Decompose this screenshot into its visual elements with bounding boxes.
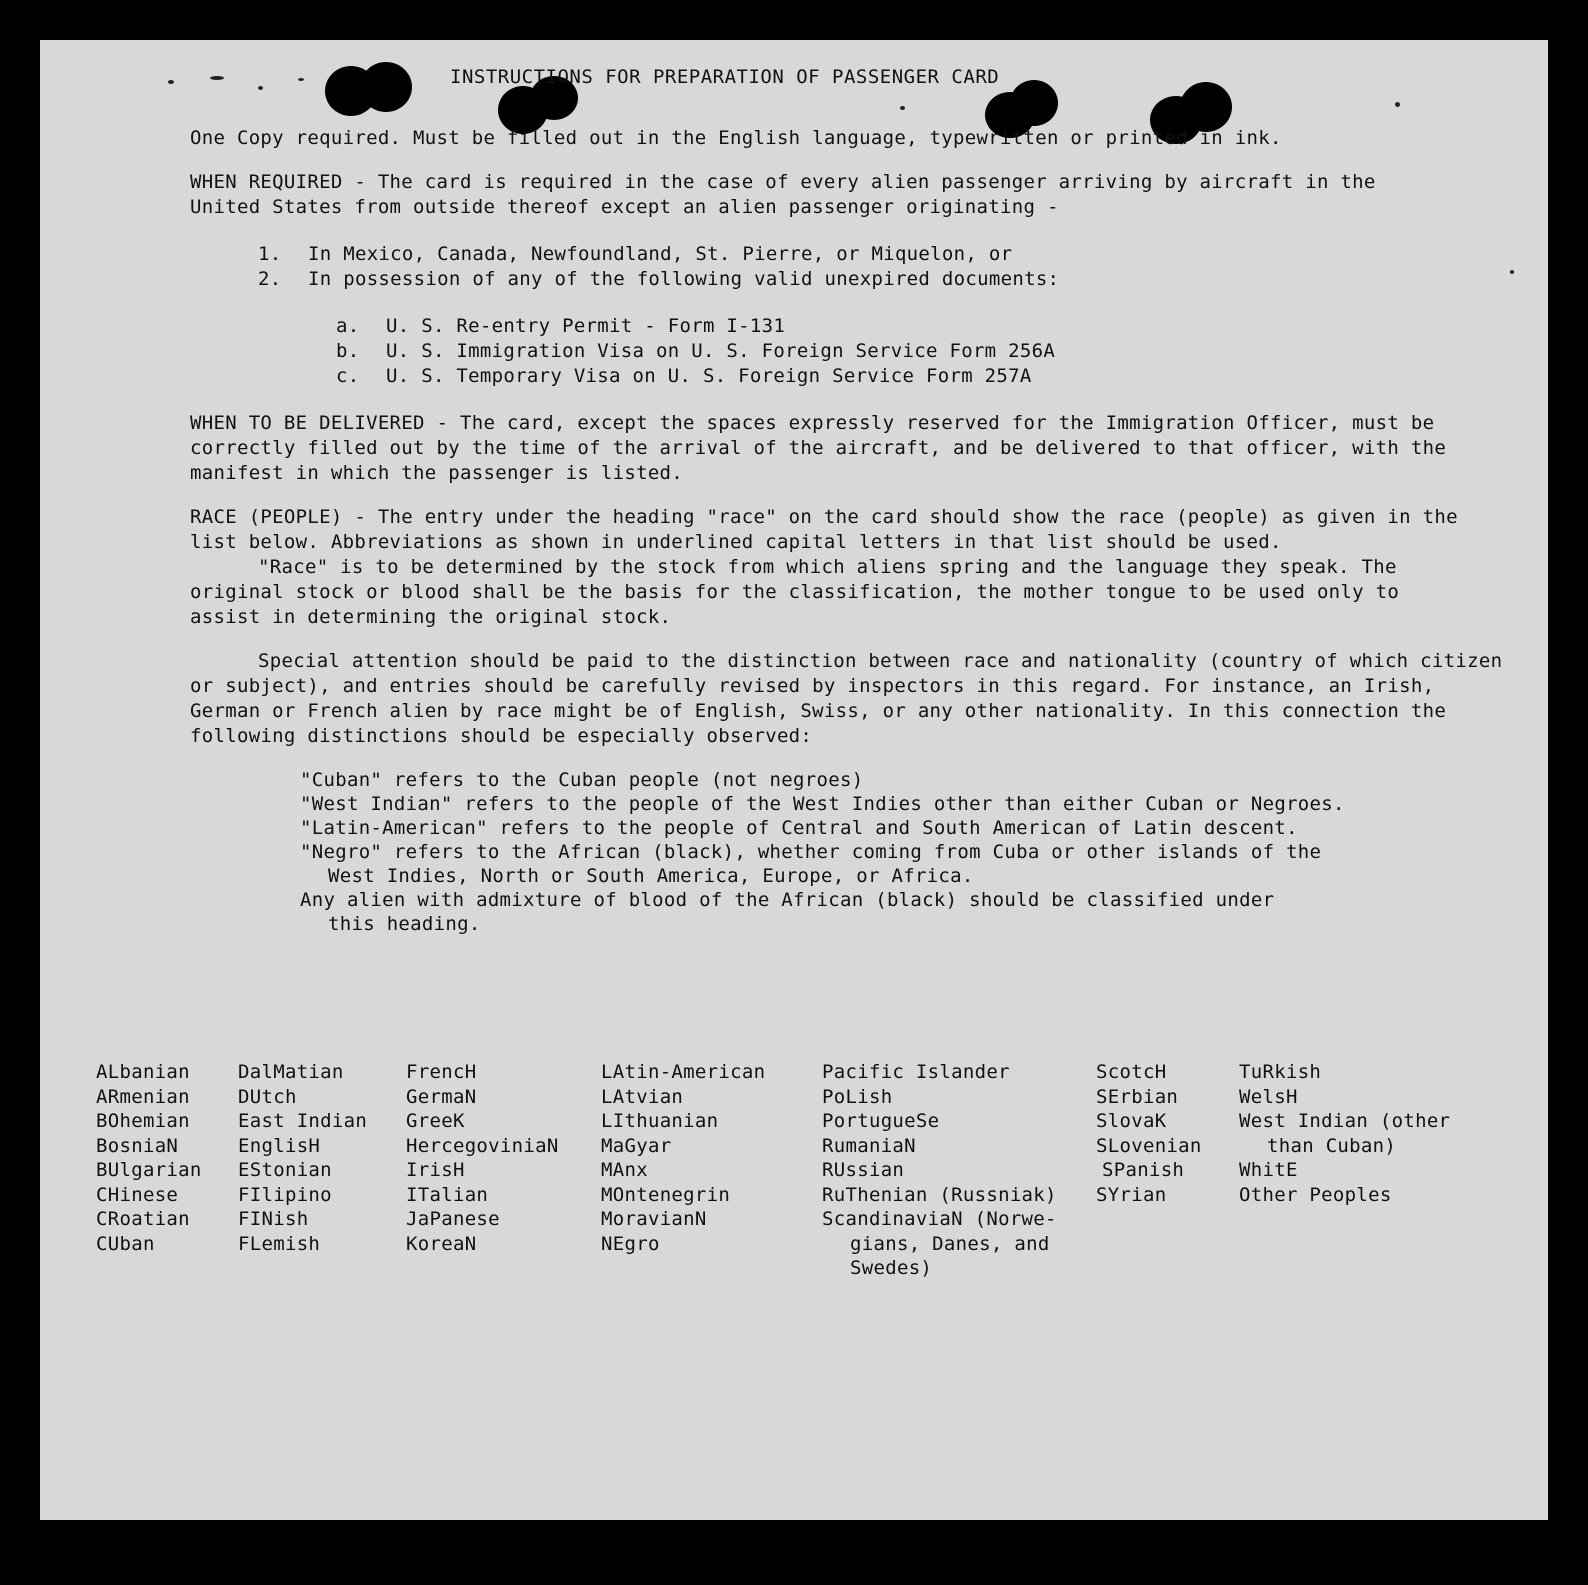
list-item: 2. In possession of any of the following valid unexpired documents: [258,268,1060,290]
race-entry: RUssian [822,1159,905,1181]
race-entry: CHinese [96,1183,179,1206]
race-entry: LIthuanian [601,1110,719,1132]
race-entry: JaPanese [406,1208,500,1230]
race-entry: MaGyar [601,1134,672,1157]
race-entry: CUban [96,1232,155,1255]
race-entry: gians, Danes, and [850,1232,1050,1255]
race-entry: SYrian [1096,1183,1167,1206]
speck-mark [258,86,263,90]
speck-mark [1395,102,1400,107]
race-entry: ALbanian [96,1061,190,1083]
race-entry: LAtvian [601,1085,684,1108]
definition-continuation: this heading. [328,913,481,935]
race-entry: SPanish [1102,1159,1185,1181]
list-item: b. U. S. Immigration Visa on U. S. Foreign Service Form 256A [336,340,1056,362]
redaction-blot [360,62,412,112]
race-entry: SLovenian [1096,1134,1202,1157]
race-entry: MAnx [601,1159,648,1181]
race-entry: IrisH [406,1159,465,1181]
race-entry: FLemish [238,1232,321,1255]
race-entry: RuThenian (Russniak) [822,1183,1057,1206]
race-entry: BOhemian [96,1110,190,1132]
definition-item: Any alien with admixture of blood of the African (black) should be classified under [300,889,1275,911]
race-column [238,1060,367,1256]
intro-paragraph: One Copy required. Must be filled out in the English language, typewritten or printed in ink. [190,127,1282,149]
definition-item: "Negro" refers to the African (black), whether coming from Cuba or other islands of the [300,841,1322,863]
race-column [822,1060,1057,1281]
race-entry: WelsH [1239,1085,1298,1108]
list-item: a. U. S. Re-entry Permit - Form I-131 [336,315,786,337]
race-entry: ScotcH [1096,1061,1167,1083]
race-entry: West Indian (other [1239,1110,1451,1132]
race-entry: BosniaN [96,1134,179,1157]
definition-item: "Cuban" refers to the Cuban people (not negroes) [300,769,864,791]
instructions-body [190,126,1510,936]
list-item: c. U. S. Temporary Visa on U. S. Foreign Service Form 257A [336,365,1032,387]
race-entry: DalMatian [238,1061,344,1083]
race-entry: RumaniaN [822,1134,916,1157]
race-entry: FIlipino [238,1183,332,1206]
redaction-blot [1180,82,1232,132]
race-entry: than Cuban) [1267,1134,1397,1157]
race-entry: ARmenian [96,1085,190,1108]
race-entry: EStonian [238,1159,332,1181]
race-entry: CRoatian [96,1208,190,1230]
definition-item: "Latin-American" refers to the people of Central and South American of Latin descent. [300,817,1298,839]
race-entry: EnglisH [238,1134,321,1157]
race-nationality-paragraph: Special attention should be paid to the distinction between race and nationality (country of which citizen or subject), and entries should be carefully revised by inspectors in this regard. For instance, an Irish, German or French alien by race might be of English, Swiss, or any other nationality. In this connection the following distinctions should be especially observed: [190,650,1503,747]
race-entry: FrencH [406,1061,477,1083]
race-definitions [190,768,1510,936]
race-entry: FINish [238,1208,309,1230]
race-entry: PortugueSe [822,1110,940,1132]
race-entry: East Indian [238,1110,368,1132]
document-title: INSTRUCTIONS FOR PREPARATION OF PASSENGER CARD [450,66,1000,88]
race-entry: ITalian [406,1183,489,1206]
race-entry: Other Peoples [1239,1183,1392,1206]
race-entry: SErbian [1096,1085,1179,1108]
race-entry: LAtin-American [601,1061,766,1083]
definition-item: "West Indian" refers to the people of the West Indies other than either Cuban or Negroes. [300,793,1345,815]
race-column [1096,1060,1202,1207]
race-entry: MoravianN [601,1208,707,1230]
race-definition-paragraph: "Race" is to be determined by the stock from which aliens spring and the language they speak. The original stock or blood shall be the basis for the classification, the mother tongue to be used only to assist in determining the original stock. [190,556,1400,628]
race-entry: GreeK [406,1110,465,1132]
race-column [96,1060,202,1256]
speck-mark [298,78,304,81]
race-entry: DUtch [238,1085,297,1108]
race-entry: HercegoviniaN [406,1134,559,1157]
speck-mark [900,106,905,110]
race-column [1239,1060,1450,1207]
redaction-blot [1010,80,1058,126]
race-entry: WhitE [1239,1159,1298,1181]
race-entry: Swedes) [850,1257,933,1279]
speck-mark [1510,270,1514,274]
speck-mark [210,76,224,80]
race-entry: KoreaN [406,1232,477,1255]
speck-mark [168,80,174,84]
list-item: 1. In Mexico, Canada, Newfoundland, St. Pierre, or Miquelon, or [258,243,1013,265]
when-required-paragraph: WHEN REQUIRED - The card is required in the case of every alien passenger arriving by aircraft in the United States from outside thereof except an alien passenger originating - [190,171,1376,218]
race-entry: ScandinaviaN (Norwe- [822,1208,1057,1230]
when-delivered-paragraph: WHEN TO BE DELIVERED - The card, except the spaces expressly reserved for the Immigration Officer, must be correctly filled out by the time of the arrival of the aircraft, and be delivered to that officer, with the manifest in which the passenger is listed. [190,412,1447,484]
definition-continuation: West Indies, North or South America, Europe, or Africa. [328,865,974,887]
race-entry: NEgro [601,1232,660,1255]
race-entry: PoLish [822,1085,893,1108]
race-column [406,1060,559,1256]
race-entry: TuRkish [1239,1061,1322,1083]
race-entry: MOntenegrin [601,1183,731,1206]
race-column [601,1060,765,1256]
race-paragraph: RACE (PEOPLE) - The entry under the heading "race" on the card should show the race (people) as given in the list below. Abbreviations as shown in underlined capital letters in that list should be used. [190,506,1458,553]
race-entry: BUlgarian [96,1159,202,1181]
document-page [40,40,1548,1520]
race-entry: SlovaK [1096,1110,1167,1132]
race-entry: GermaN [406,1085,477,1108]
race-entry: Pacific Islander [822,1061,1010,1083]
